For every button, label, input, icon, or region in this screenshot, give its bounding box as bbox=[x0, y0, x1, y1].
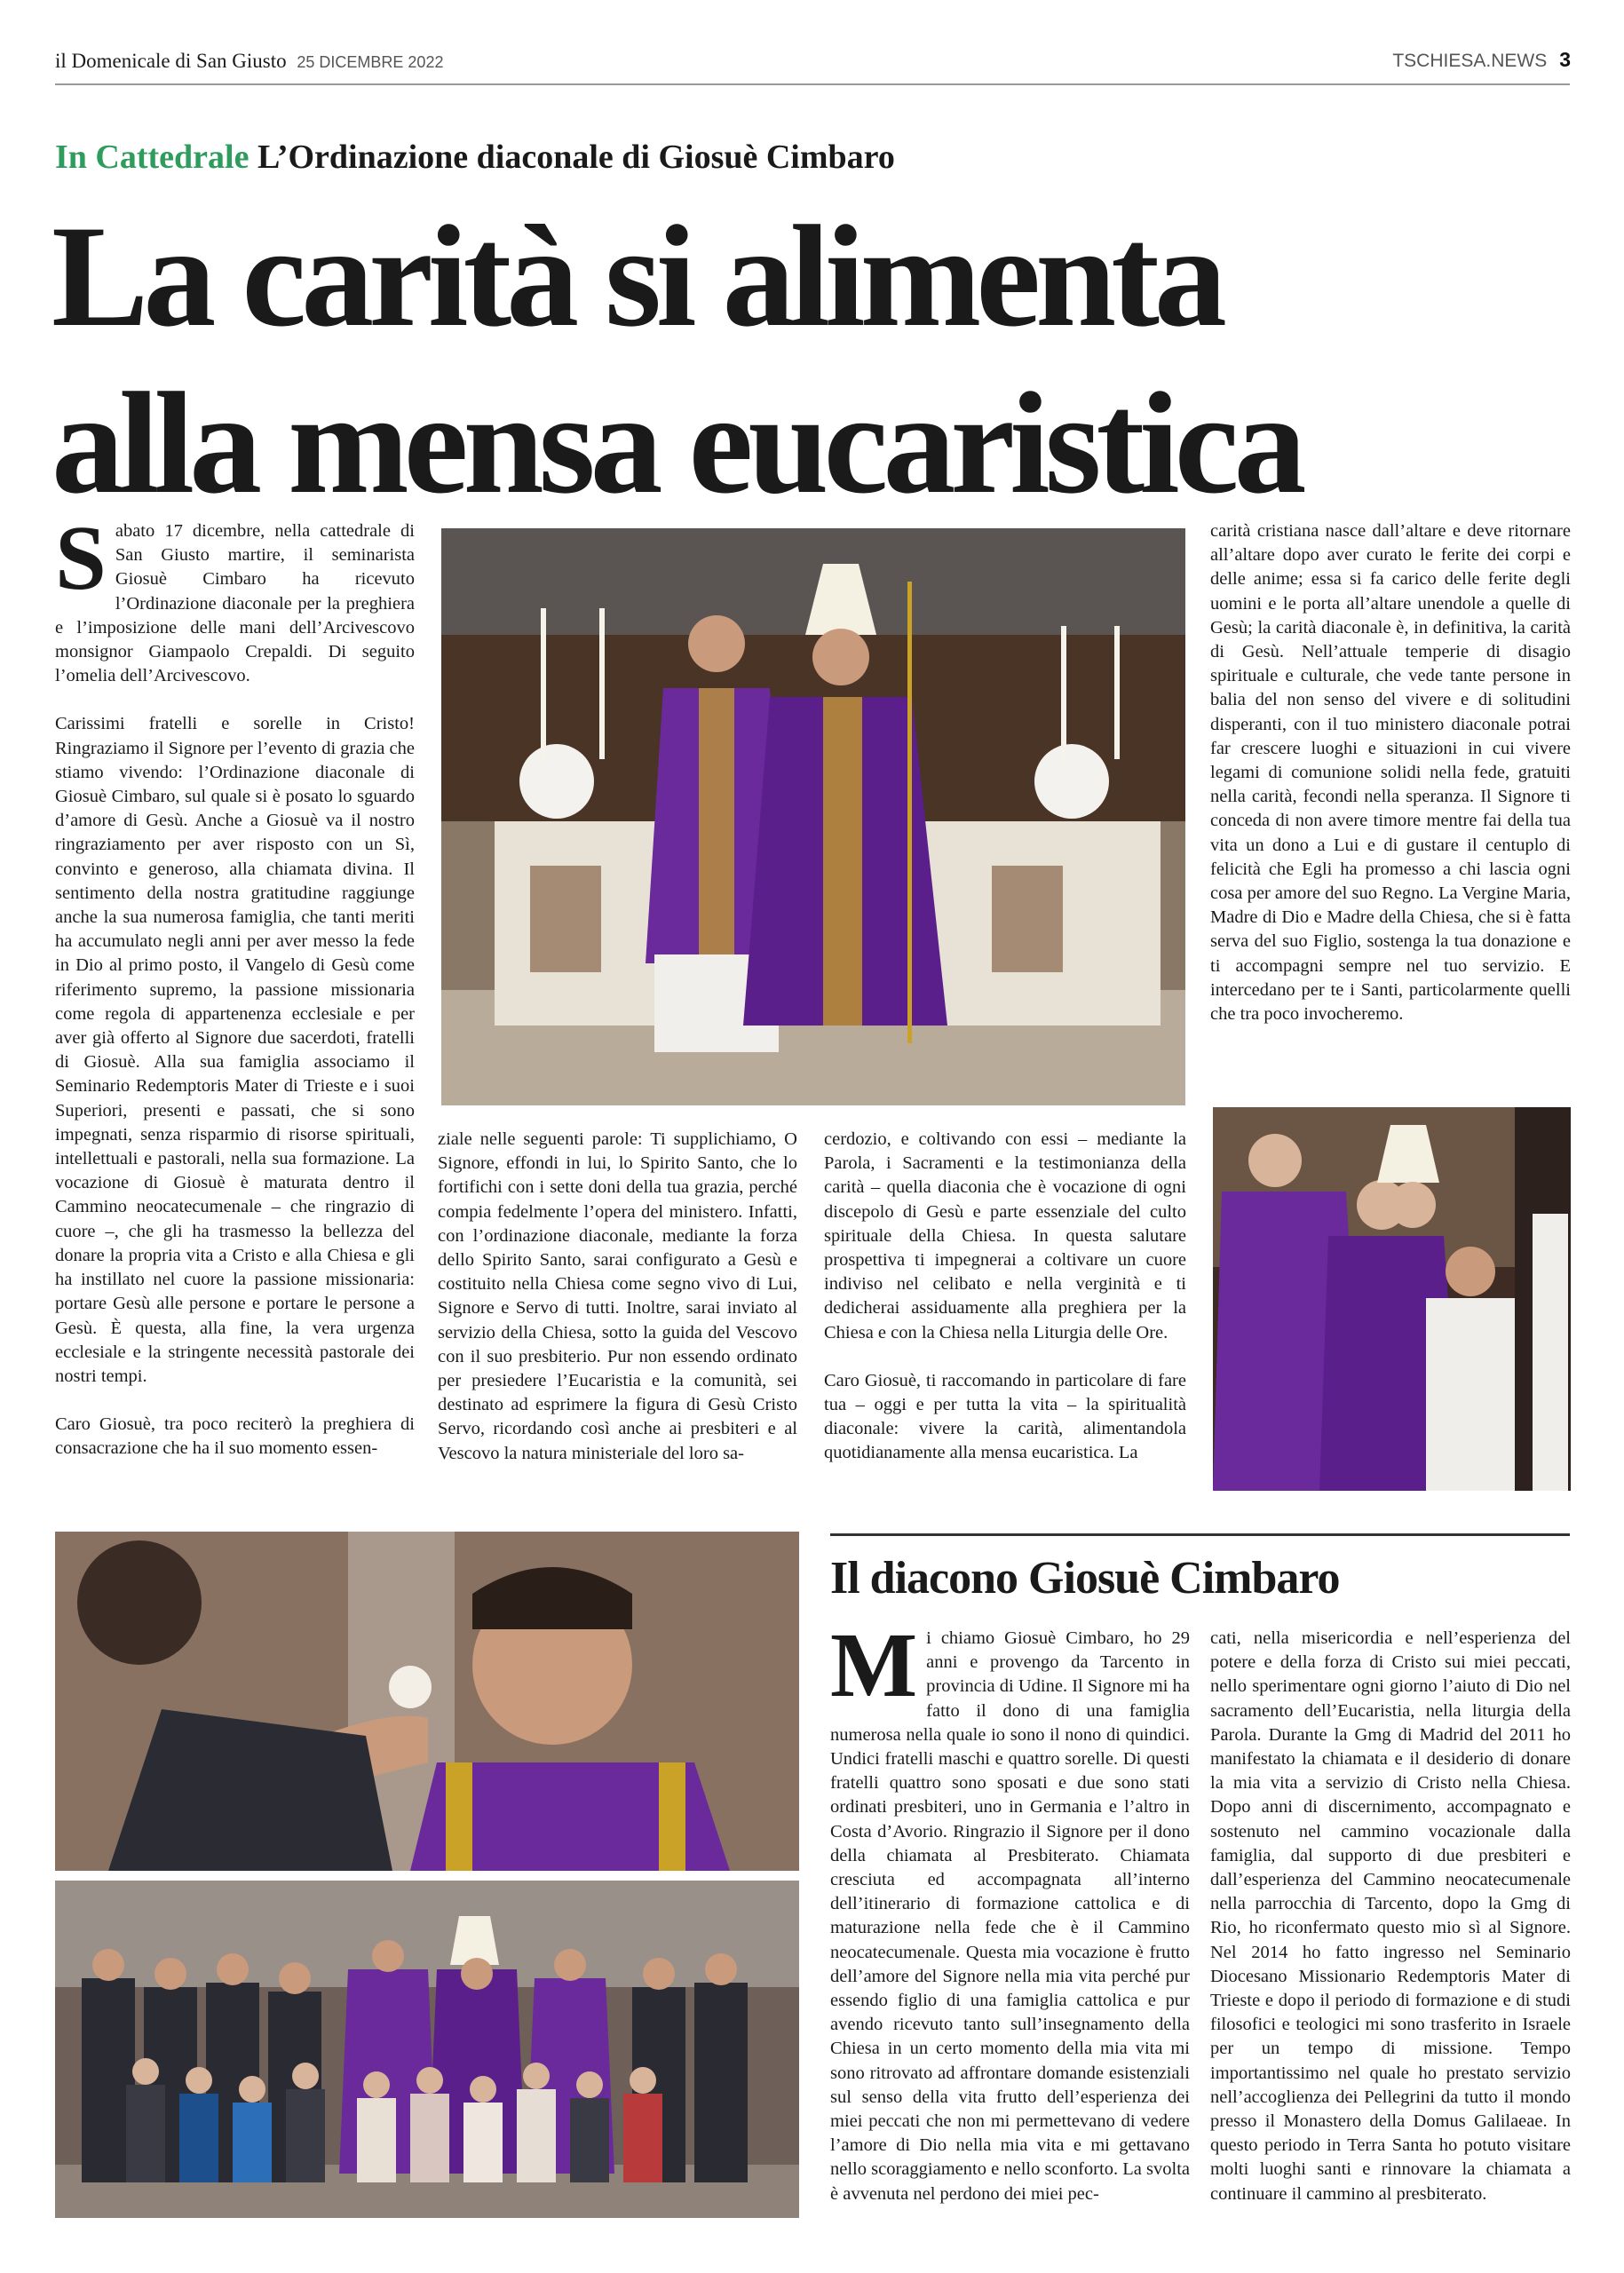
photo-family-group-drawing bbox=[55, 1881, 799, 2218]
article-column-3 bbox=[824, 1128, 1186, 1490]
photo-communion-host-drawing bbox=[55, 1532, 799, 1871]
box-paragraph-2: cati, nella misericordia e nell’esperienza del potere e della forza di Cristo sui miei peccati, nello sperimentare ogni giorno l’aiuto di Dio nel sacramento dell’Eucaristia, nella liturgia della Parola. Durante la Gmg di Madrid del 2011 ho manifestato la chiamata e il desiderio di donare la mia vita a servizio di Cristo nella Chiesa. Dopo anni di discernimento, accompagnato e sostenuto nel cammino vocazionale dalla famiglia, dal supporto di due presbiteri e dall’esperienza del Cammino neocatecumenale nella parrocchia di Tarcento, dopo la Gmg di Rio, ho riconfermato questo mio sì al Signore. Nel 2014 ho fatto ingresso nel Seminario Diocesano Missionario Redemptoris Mater di Trieste e dopo il periodo di formazione e di studi filosofici e teologici mi sono trasferito in Israele per un tempo di missione. Tempo importantissimo nel quale ho prestato servizio nell’accoglienza dei Pellegrini da tutto il mondo presso il Monastero della Domus Galilaeae. In questo periodo in Terra Santa ho potuto visitare molti luoghi santi e rinnovare la chiamata a continuare il cammino al presbiterato. bbox=[1210, 1628, 1571, 2204]
publication-name: il Domenicale di San Giusto bbox=[55, 50, 287, 72]
photo-deacon-and-archbishop bbox=[441, 528, 1185, 1105]
homily-paragraph-6: carità cristiana nasce dall’altare e deve ritornare all’altare dopo aver curato le ferite dei corpi e delle anime; essa si fa carico delle ferite degli uomini e le porta all’altare unendole a quelle di Gesù; la carità diaconale è, in definitiva, la carità di Gesù. Nell’attuale temperie di disagio spirituale e culturale, che vede tante persone in balia del non senso del vivere e di solitudini disperanti, con il tuo ministero diaconale potrai far crescere luoghi e situazioni in cui vivere legami di comunione solidi nella fede, gratuiti nella carità, fecondi nella speranza. Il Signore ti conceda di non avere timore mentre fai della tua vita un dono a Lui e di gustare il centuplo di felicità che Egli ha promesso a chi lascia ogni cosa per amore del suo Regno. La Vergine Maria, Madre di Dio e Madre della Chiesa, che si è fatta serva del suo Figlio, sostenga la tua donazione e ti accompagni sempre nel tuo servizio. E intercedano per te i Santi, particolarmente quelli che tra poco invocheremo. bbox=[1210, 521, 1571, 1025]
box-column-1 bbox=[830, 1614, 1190, 2230]
box-column-2 bbox=[1210, 1627, 1571, 2230]
header-rule bbox=[55, 83, 1570, 85]
box-drop-cap: M bbox=[830, 1614, 918, 1716]
photo-deacon-and-archbishop-drawing bbox=[441, 528, 1185, 1105]
box-text-1: i chiamo Giosuè Cimbaro, ho 29 anni e provengo da Tarcento in provincia di Udine. Il Signore mi ha fatto il dono di una famiglia numerosa nella quale io sono il nono di quindici. Undici fratelli maschi e quattro sorelle. Di questi fratelli quattro sono sposati e due sono stati ordinati presbiteri, uno in Germania e l’altro in Costa d’Avorio. Ringrazio il Signore per il dono della chiamata al Presbiterato. Chiamata cresciuta ed accompagnata all’interno dell’itinerario di formazione cattolica e di maturazione nella fede che è il Cammino neocatecumenale. Questa mia vocazione è frutto dell’amore del Signore nella mia vita perché pur essendo figlio di una famiglia cattolica e pur avendo ricevuto tanto sull’insegnamento della Chiesa in un certo momento della mia vita mi sono ritrovato ad affrontare domande esistenziali sul senso della vita frutto dell’esperienza dei miei peccati che non mi permettevano di vedere l’amore di Dio nella mia vita e mi gettavano nello scoraggiamento e nello sconforto. La svolta è avvenuta nel perdono dei miei pec- bbox=[830, 1628, 1190, 2204]
homily-paragraph-3: ziale nelle seguenti parole: Ti supplichiamo, O Signore, effondi in lui, lo Spirito Santo, che lo fortifichi con i sette doni della tua grazia, perché compia fedelmente l’opera del ministero. Infatti, con l’ordinazione diaconale, mediante la forza dello Spirito Santo, sarai configurato a Gesù e costituito nella Chiesa come segno vivo di Lui, Signore e Servo di tutti. Inoltre, sarai inviato al servizio della Chiesa, sotto la guida del Vescovo con il suo presbiterio. Pur non essendo ordinato per presiedere l’Eucaristia e la comunità, sei destinato ad esprimere la figura di Gesù Cristo Servo, ricordando così anche ai presbiteri e al Vescovo la natura ministeriale del loro sa- bbox=[438, 1129, 797, 1463]
homily-paragraph-1: Carissimi fratelli e sorelle in Cristo! Ringraziamo il Signore per l’evento di grazia che stiamo vivendo: l’Ordinazione diaconale di Giosuè Cimbaro, sul quale si è posato lo sguardo d’amore di Gesù. Anche a Giosuè va il nostro ringraziamento per aver risposto con un Sì, convinto e generoso, alla chiamata divina. Il sentimento della nostra gratitudine raggiunge anche la sua numerosa famiglia, che tanti meriti ha accumulato negli anni per aver messo la fede in Dio al primo posto, il Vangelo di Gesù come riferimento supremo, la passione missionaria come regola di appartenenza ecclesiale e per aver già offerto al Signore due sacerdoti, fratelli di Giosuè. Alla sua famiglia associamo il Seminario Redemptoris Mater di Trieste e i suoi Superiori, presenti e passati, che si sono impegnati, senza risparmio di risorse spirituali, intellettuali e pastorali, nella sua formazione. La vocazione di Giosuè è maturata dentro il Cammino neocatecumenale – che ringrazio di cuore –, che gli ha trasmesso la bellezza del donare la propria vita a Cristo e alla Chiesa e gli ha instillato nel cuore la passione missionaria: portare Gesù alle persone e portare le persone a Gesù. È questa, alla fine, la vera urgenza ecclesiale e la stringente necessità pastorale dei nostri tempi. bbox=[55, 714, 415, 1386]
article-column-2 bbox=[438, 1128, 797, 1490]
homily-paragraph-4: cerdozio, e coltivando con essi – mediante la Parola, i Sacramenti e la testimonianza della carità – quella diaconia che è vocazione di ogni discepolo di Gesù e parte essenziale del culto spirituale della Chiesa. In questa salutare prospettiva ti impegnerai a coltivare un cuore indiviso nel celibato e nella verginità e ti dedicherai assiduamente alla preghiera per la Chiesa e con la Chiesa nella Liturgia delle Ore. bbox=[824, 1129, 1186, 1342]
site-link[interactable]: TSCHIESA.NEWS bbox=[1392, 51, 1548, 71]
kicker-section: In Cattedrale bbox=[55, 139, 250, 176]
box-rule bbox=[830, 1533, 1570, 1536]
kicker-title: L’Ordinazione diaconale di Giosuè Cimbaro bbox=[257, 139, 895, 176]
article-column-4 bbox=[1210, 519, 1571, 1050]
box-title: Il diacono Giosuè Cimbaro bbox=[830, 1553, 1340, 1604]
photo-family-group bbox=[55, 1881, 799, 2218]
box-paragraph-1 bbox=[830, 1614, 1190, 2206]
homily-paragraph-2: Caro Giosuè, tra poco reciterò la preghiera di consacrazione che ha il suo momento essen- bbox=[55, 1414, 415, 1459]
headline-line-1: La carità si alimenta bbox=[51, 196, 1222, 357]
headline bbox=[51, 194, 1302, 527]
running-header bbox=[55, 50, 443, 73]
headline-line-2: alla mensa eucaristica bbox=[51, 363, 1302, 524]
homily-paragraph-5: Caro Giosuè, ti raccomando in particolare di fare tua – oggi e per tutta la vita – la spiritualità diaconale: vivere la carità, alimentandola quotidianamente alla mensa eucaristica. La bbox=[824, 1370, 1186, 1463]
intro-paragraph bbox=[55, 507, 415, 688]
intro-text: abato 17 dicembre, nella cattedrale di San Giusto martire, il seminarista Giosuè Cimbaro ha ricevuto l’Ordinazione diaconale per la preghiera e l’imposizione delle mani dell’Arcivescovo monsignor Giampaolo Crepaldi. Di seguito l’omelia dell’Arcivescovo. bbox=[55, 521, 415, 686]
photo-laying-on-of-hands bbox=[1213, 1107, 1571, 1491]
issue-date: 25 DICEMBRE 2022 bbox=[297, 53, 444, 71]
drop-cap: S bbox=[55, 507, 107, 609]
photo-laying-on-of-hands-drawing bbox=[1213, 1107, 1571, 1491]
photo-communion-host bbox=[55, 1532, 799, 1871]
article-column-1 bbox=[55, 507, 415, 1485]
page-number: 3 bbox=[1559, 48, 1571, 71]
kicker bbox=[55, 138, 895, 177]
header-right bbox=[1392, 48, 1571, 72]
